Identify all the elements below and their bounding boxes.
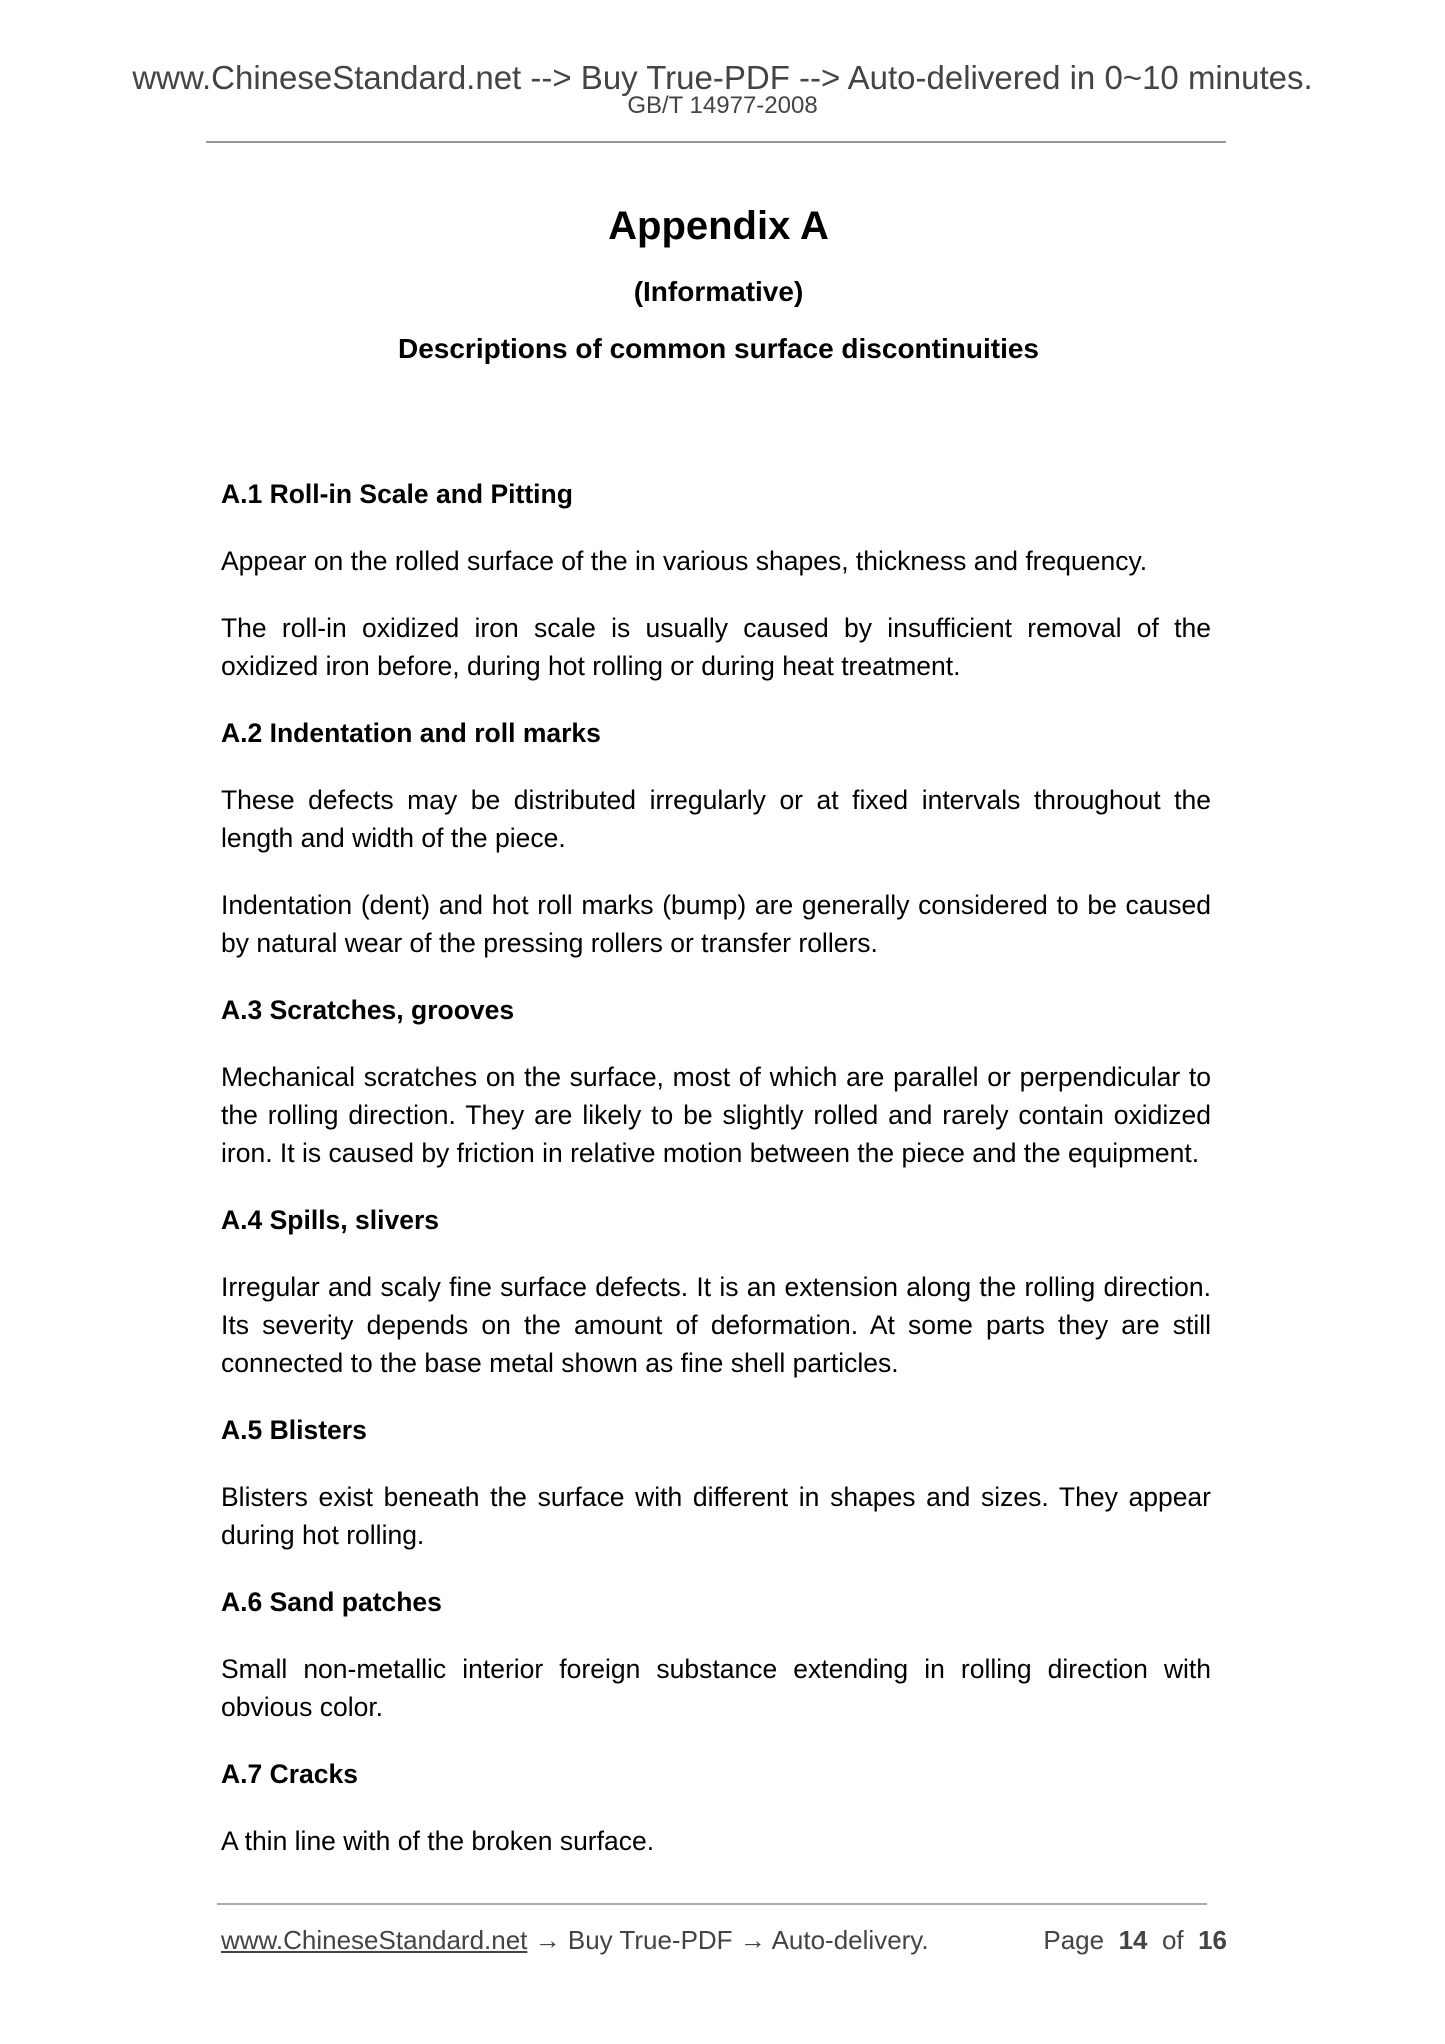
of-label: of: [1161, 1925, 1184, 1955]
section-title: A.3 Scratches, grooves: [221, 995, 515, 1025]
section-paragraph: Irregular and scaly fine surface defects. It is an extension along the rolling direction. Its severity depends on the amount of deformation. At some parts they are still connected to the base metal shown as fine shell particles.: [221, 1272, 1211, 1378]
section-title: A.4 Spills, slivers: [221, 1205, 440, 1235]
page-label: Page: [1043, 1925, 1105, 1955]
section-title: A.7 Cracks: [221, 1759, 359, 1789]
page-heading: Descriptions of common surface discontinuities: [397, 333, 1039, 364]
section: [221, 1411, 1211, 1554]
section-title: A.1 Roll-in Scale and Pitting: [221, 479, 573, 509]
section-title: A.6 Sand patches: [221, 1587, 442, 1617]
document-body: [221, 475, 1211, 1889]
section-paragraph: Appear on the rolled surface of the in various shapes, thickness and frequency.: [221, 546, 1148, 576]
section: [221, 475, 1211, 685]
header-divider: [206, 141, 1226, 143]
section-paragraph: These defects may be distributed irregularly or at fixed intervals throughout the length and width of the piece.: [221, 785, 1211, 853]
section-paragraph: Indentation (dent) and hot roll marks (bump) are generally considered to be caused by natural wear of the pressing rollers or transfer rollers.: [221, 890, 1211, 958]
page-number: 14: [1118, 1925, 1148, 1955]
page-total: 16: [1198, 1925, 1227, 1955]
page-subtitle: (Informative): [633, 276, 804, 307]
section-paragraph: Small non-metallic interior foreign substance extending in rolling direction with obvious color.: [221, 1654, 1211, 1722]
section: [221, 1755, 1211, 1860]
footer-divider: [217, 1903, 1207, 1905]
section: [221, 1583, 1211, 1726]
section-paragraph: Blisters exist beneath the surface with different in shapes and sizes. They appear during hot rolling.: [221, 1482, 1211, 1550]
footer-text: → Buy True-PDF → Auto-delivery.: [527, 1925, 929, 1955]
header-banner: www.ChineseStandard.net --> Buy True-PDF --> Auto-delivered in 0~10 minutes.: [132, 59, 1313, 96]
section-paragraph: The roll-in oxidized iron scale is usually caused by insufficient removal of the oxidized iron before, during hot rolling or during heat treatment.: [221, 613, 1211, 681]
section-paragraph: A thin line with of the broken surface.: [221, 1826, 655, 1856]
section-title: A.5 Blisters: [221, 1415, 367, 1445]
section: [221, 991, 1211, 1172]
page-indicator: [1043, 1922, 1227, 1958]
standard-number: GB/T 14977-2008: [627, 92, 818, 119]
footer: [221, 1922, 1227, 1958]
section-title: A.2 Indentation and roll marks: [221, 718, 601, 748]
footer-link[interactable]: www.ChineseStandard.net: [221, 1925, 528, 1955]
page-title: Appendix A: [608, 204, 829, 248]
section-paragraph: Mechanical scratches on the surface, most of which are parallel or perpendicular to the rolling direction. They are likely to be slightly rolled and rarely contain oxidized iron. It is caused by friction in relative motion between the piece and the equipment.: [221, 1062, 1211, 1168]
section: [221, 714, 1211, 962]
section: [221, 1201, 1211, 1382]
